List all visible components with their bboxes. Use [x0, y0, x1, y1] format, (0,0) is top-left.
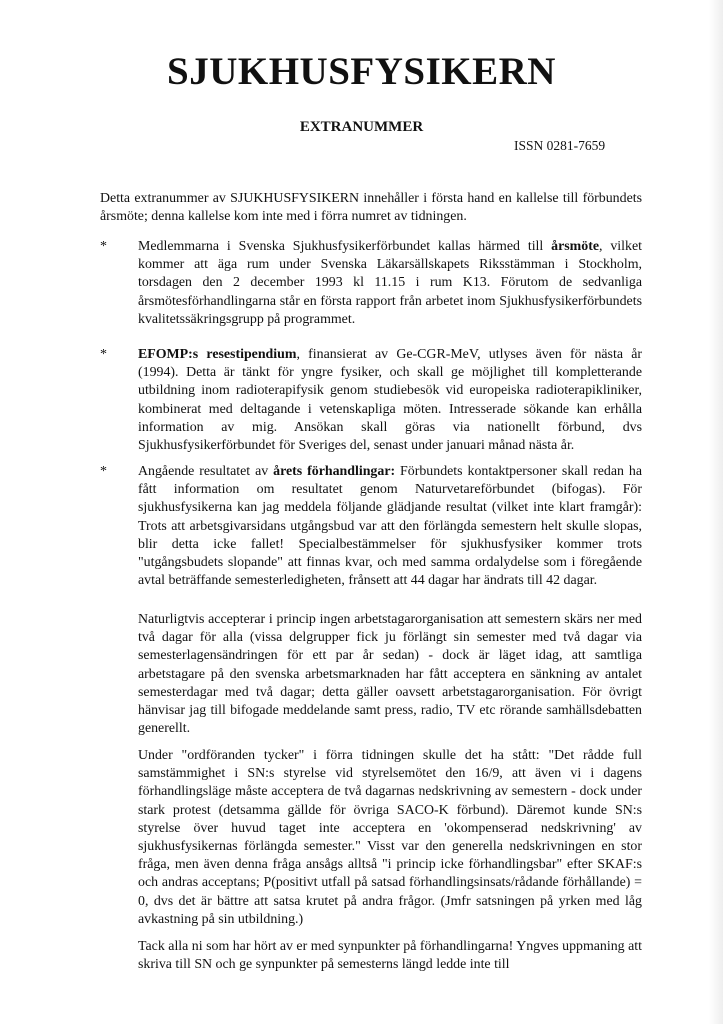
list-item-text [138, 463, 642, 590]
bullet-marker: * [100, 239, 107, 254]
bullet-marker: * [100, 347, 107, 362]
issn-number: ISSN 0281-7659 [514, 138, 606, 153]
intro-paragraph: Detta extranummer av SJUKHUSFYSIKERN innehåller i första hand en kallelse till förbundets årsmöte; denna kallelse kom inte med i förra numret av tidningen. [100, 191, 642, 225]
item-text-rest: , finansierat av Ge-CGR-MeV, utlyses även för nästa år (1994). Detta är tänkt för yngre fysiker, och skall ge möjlighet till kompletterande utbildning inom radioterapifysik genom studiebesök vid europeiska radioterapikliniker, kombinerat med deltagande i vetenskapliga möten. Intresserade sökande kan erhålla information av mig. Ansökan skall göras via nationellt förbund, dvs Sjukhusfysikerförbundet för Sveriges del, senast under januari månad nästa år. [138, 347, 642, 454]
item-highlight: årets förhandlingar: [273, 464, 396, 479]
item-text-start: Angående resultatet av [138, 464, 274, 479]
item-highlight: årsmöte [551, 239, 599, 254]
item-text-rest: , vilket kommer att äga rum under Svenska Läkarsällskapets Riksstämman i Stockholm, torsdagen den 2 december 1993 kl 11.15 i rum K13. Förutom de sedvanliga årsmötesförhandlingarna står en första rapport från arbetet inom Sjukhusfysikerförbundets kvalitetssäkringsgrupp på programmet. [138, 239, 642, 327]
publication-title: SJUKHUSFYSIKERN [167, 50, 556, 93]
bullet-marker: * [100, 464, 107, 479]
item-text-rest: Förbundets kontaktpersoner skall redan ha fått information om resultatet genom Naturvetareförbundet (bifogas). För sjukhusfysikerna kan jag meddela följande glädjande resultat (vilket inte klart framgår): Trots att arbetsgivarsidans utgångsbud var att den förlängda semestern helt skulle slopas, blir detta icke fallet! Specialbestämmelser för sjukhusfysiker kommer trots "utgångsbudets slopande" att finnas kvar, och med samma ordalydelse som i föregående avtal beträffande semesterledigheten, frånsett att 44 dagar har ändrats till 42 dagar. [138, 464, 642, 589]
item-highlight: EFOMP:s resestipendium [138, 347, 297, 362]
item-text-start: Medlemmarna i Svenska Sjukhusfysikerförbundet kallas härmed till [138, 239, 552, 254]
body-paragraph-vacation: Naturligtvis accepterar i princip ingen arbetstagarorganisation att semestern skärs ner med två dagar för alla (vissa delgrupper fick ju förlängt sin semester med två dagar via semesterlagensändringen för ett par år sedan) - dock är läget idag, att samtliga arbetstagare på den svenska arbetsmarknaden har fått acceptera en sänkning av antalet semesterdagar med två dagar; detta gäller oavsett arbetstagarorganisation. För övrigt hänvisar jag till bifogade meddelande samt press, radio, TV etc rörande samhällsdebatten generellt. [138, 612, 642, 737]
body-paragraph-thanks: Tack alla ni som har hört av er med synpunkter på förhandlingarna! Yngves uppmaning att skriva till SN och ge synpunkter på semesterns längd ledde inte till [138, 939, 642, 973]
issue-subtitle: EXTRANUMMER [299, 119, 424, 135]
body-paragraph-chairman: Under "ordföranden tycker" i förra tidningen skulle det ha stått: "Det rådde full samstämmighet i SN:s styrelse vid styrelsemötet den 16/9, att även vi i dagens förhandlingsläge måste acceptera de två dagarnas nedskrivning av semestern - dock under stark protest (detsamma gällde för övriga SACO-K förbund). Däremot kunde SN:s styrelse över huvud taget inte acceptera en 'okompenserad nedskrivning' av sjukhusfysikernas förlängda semester." Visst var den generella nedskrivningen en stor fråga, men även denna fråga ansågs alltså "i princip icke förhandlingsbar" efter SKAF:s och andras acceptans; P(positivt utfall på satsad förhandlingsinsats/rådande förhållande) = 0, dvs det är bättre att satsa krutet på andra frågor. (Jmfr satsningen på yrken med låg avkastning på sin utbildning.) [138, 748, 642, 927]
list-item-text [138, 238, 642, 329]
page-edge-shadow [709, 0, 723, 1024]
list-item-text [138, 346, 642, 455]
